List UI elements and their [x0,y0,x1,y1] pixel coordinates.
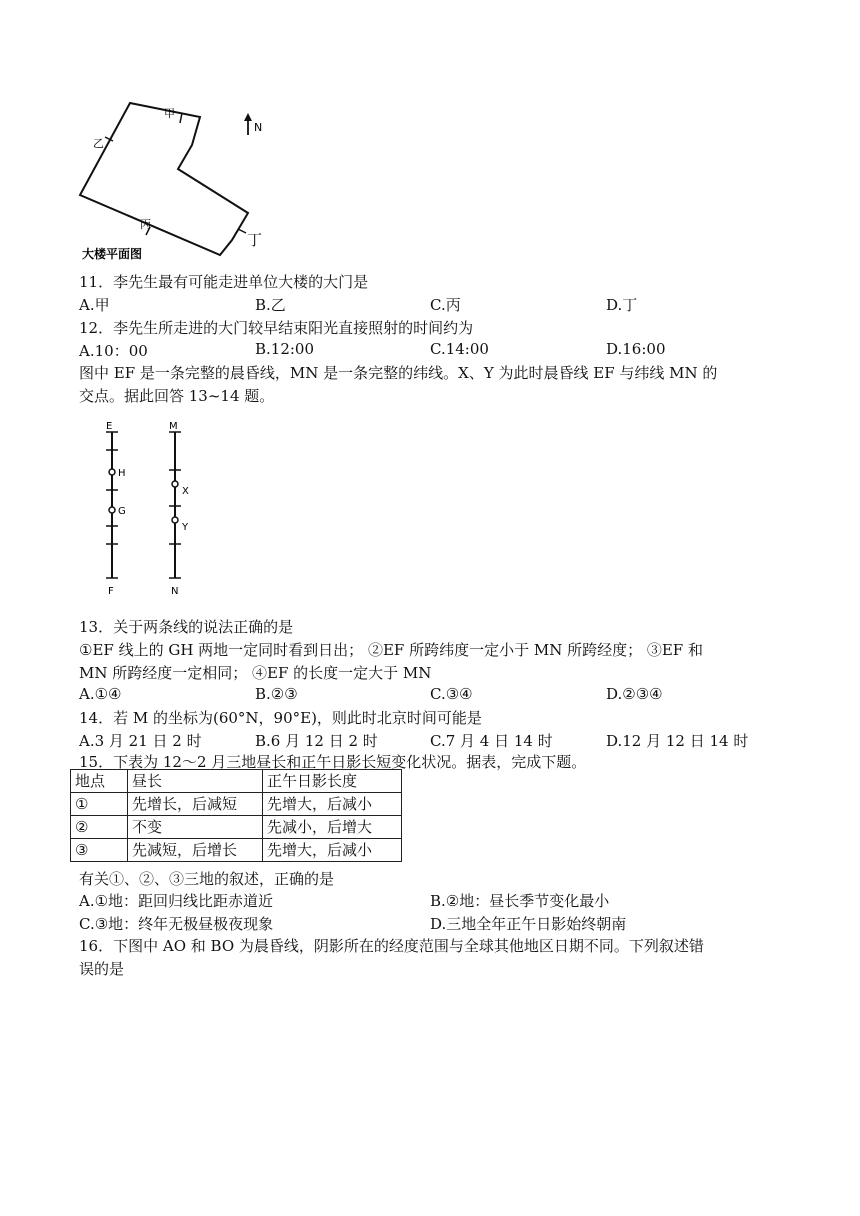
q15-table [70,769,402,862]
q13-option-a[interactable]: A.①④ [79,685,122,703]
q15-stem: 15．下表为 12～2 月三地昼长和正午日影长短变化状况。据表，完成下题。 [79,753,587,771]
intro-13-14-line1: 图中 EF 是一条完整的晨昏线，MN 是一条完整的纬线。X、Y 为此时晨昏线 EF 与纬线 MN 的 [79,364,718,382]
q14-option-c[interactable]: C.7 月 4 日 14 时 [430,732,553,750]
point-y [172,517,178,523]
q11-option-d[interactable]: D.丁 [606,296,638,314]
q14-option-a[interactable]: A.3 月 21 日 2 时 [79,732,202,750]
table-cell: 不变 [128,816,263,839]
label-yi: 乙 [93,137,104,150]
label-bing: 丙 [140,218,151,231]
label-m: M [169,421,178,432]
table-cell: ② [71,816,128,839]
label-g: G [118,506,126,517]
point-x [172,481,178,487]
q12-option-b[interactable]: B.12:00 [255,340,315,358]
table-cell: 先减短，后增长 [128,839,263,862]
q12-option-c[interactable]: C.14:00 [430,340,489,358]
q16-line2: 误的是 [79,960,125,978]
table-cell: 先增大，后减小 [263,839,402,862]
q13-option-c[interactable]: C.③④ [430,685,473,703]
table-cell: 先减小，后增大 [263,816,402,839]
q15-option-c[interactable]: C.③地：终年无极昼极夜现象 [79,915,274,933]
label-e: E [106,421,113,432]
q12-option-a[interactable]: A.10：00 [79,342,148,360]
q11-option-b[interactable]: B.乙 [255,296,286,314]
q14-stem: 14．若 M 的坐标为(60°N，90°E)，则此时北京时间可能是 [79,709,482,727]
label-h: H [118,468,126,479]
table-row [71,793,402,816]
label-jia: 甲 [164,107,175,120]
label-n: N [171,586,179,597]
q12-stem: 12．李先生所走进的大门较早结束阳光直接照射的时间约为 [79,319,474,337]
intro-13-14-line2: 交点。据此回答 13~14 题。 [79,387,275,405]
table-cell: ③ [71,839,128,862]
label-ding: 丁 [247,231,263,249]
table-header-cell: 正午日影长度 [263,770,402,793]
building-plan-figure [70,95,280,265]
q14-option-d[interactable]: D.12 月 12 日 14 时 [606,732,749,750]
q13-option-d[interactable]: D.②③④ [606,685,663,703]
figure-caption: 大楼平面图 [82,247,143,261]
north-arrow-icon [244,113,252,121]
q15-option-b[interactable]: B.②地：昼长季节变化最小 [430,892,610,910]
q11-option-a[interactable]: A.甲 [79,296,110,314]
label-north: N [254,121,263,134]
table-header-cell: 地点 [71,770,128,793]
q11-stem: 11．李先生最有可能走进单位大楼的大门是 [79,273,369,291]
label-f: F [108,586,114,597]
table-cell: ① [71,793,128,816]
q13-stem: 13．关于两条线的说法正确的是 [79,618,294,636]
q16-line1: 16．下图中 AO 和 BO 为晨昏线，阴影所在的经度范围与全球其他地区日期不同。下列叙述错 [79,937,704,955]
building-outline [80,103,248,255]
table-row [71,816,402,839]
table-cell: 先增长，后减短 [128,793,263,816]
q15-option-a[interactable]: A.①地：距回归线比距赤道近 [79,892,274,910]
q11-option-c[interactable]: C.丙 [430,296,461,314]
q15-option-d[interactable]: D.三地全年正午日影始终朝南 [430,915,627,933]
q13-line1: ①EF 线上的 GH 两地一定同时看到日出； ②EF 所跨纬度一定小于 MN 所跨经度； ③EF 和 [79,641,703,659]
q14-option-b[interactable]: B.6 月 12 日 2 时 [255,732,378,750]
label-x: X [182,486,189,497]
q12-option-d[interactable]: D.16:00 [606,340,666,358]
point-h [109,469,115,475]
table-row [71,839,402,862]
label-y: Y [182,522,189,533]
q13-option-b[interactable]: B.②③ [255,685,298,703]
table-header-row [71,770,402,793]
q15-question: 有关①、②、③三地的叙述，正确的是 [79,870,335,888]
ef-mn-lines-figure [95,420,205,600]
point-g [109,507,115,513]
table-cell: 先增大，后减小 [263,793,402,816]
q13-line2: MN 所跨经度一定相同； ④EF 的长度一定大于 MN [79,664,432,682]
table-header-cell: 昼长 [128,770,263,793]
